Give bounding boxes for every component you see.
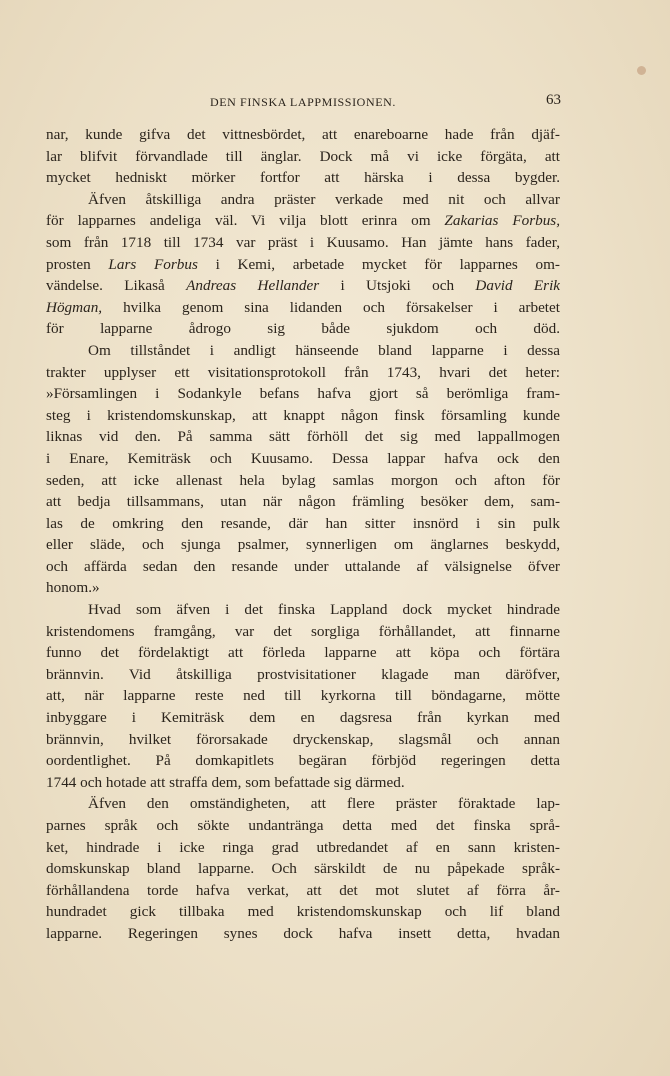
italic-name: David Erik [475,277,560,295]
text-segment: eller släde, och sjunga psalmer, synnerligen om änglarnes beskydd, [46,536,560,554]
text-segment: honom.» [46,579,100,597]
body-text [46,124,560,945]
text-line [46,167,560,189]
running-title: DEN FINSKA LAPPMISSIONEN. [209,95,397,109]
text-segment: 1744 och hotade att straffa dem, som befattade sig därmed. [46,773,405,791]
text-line [46,621,560,643]
text-segment: ket, hindrade i icke ringa grad utbredandet af en sann kristen- [46,838,560,856]
text-segment: prosten [46,255,91,273]
text-segment: mycket hedniskt mörker fortfor att härska i dessa bygder. [46,169,560,187]
text-segment: för lapparnes andeliga väl. Vi vilja blott erinra om [46,212,431,230]
text-line [46,297,560,319]
text-line [46,534,560,556]
text-segment: att bedja tillsammans, utan när någon främling besöker dem, sam- [46,493,560,511]
text-segment: seden, att icke allenast hela bylag samlas morgon och afton för [46,471,560,489]
text-line [46,577,560,599]
text-segment: domskunskap bland lapparne. Och särskildt de nu påpekade språk- [46,860,560,878]
text-segment: trakter upplyser ett visitationsprotokoll från 1743, hvari det heter: [46,363,560,381]
text-segment: nar, kunde gifva det vittnesbördet, att enareboarne hade från djäf- [46,126,560,143]
text-segment: hundradet gick tillbaka med kristendomskunskap och lif bland [46,903,560,921]
text-segment: parnes språk och sökte undantränga detta med det finska språ- [46,817,560,834]
text-segment: las de omkring den resande, där han sitter insnörd i sin pulk [46,514,560,532]
text-segment: liknas vid den. På samma sätt förhöll det sig med lappallmogen [46,428,560,446]
text-segment: inbyggare i Kemiträsk dem en dagsresa från kyrkan med [46,709,560,727]
text-segment: i Enare, Kemiträsk och Kuusamo. Dessa lappar hafva ock den [46,449,560,467]
text-line [46,772,560,794]
text-line [46,793,560,815]
text-segment: kristendomens framgång, var det sorgliga förhållandet, att finnarne [46,622,560,640]
text-line [46,470,560,492]
text-segment: för lapparne ådrogo sig både sjukdom och död. [46,320,560,338]
text-line [46,556,560,578]
text-line [46,448,560,470]
text-line [46,599,560,621]
italic-name: Lars Forbus [108,255,198,273]
text-segment: i Utsjoki och [340,277,455,295]
text-line [46,275,560,297]
text-segment: brännvin. Vid åtskilliga prostvisitationer klagade man däröfver, [46,665,560,683]
text-line [46,362,560,384]
text-segment: som från 1718 till 1734 var präst i Kuusamo. Han jämte hans fader, [46,233,560,251]
text-line [46,318,560,340]
text-segment: hvilka genom sina lidanden och försakelser i arbetet [123,298,560,316]
text-line [46,383,560,405]
text-segment: »Församlingen i Sodankyle befans hafva gjort så berömliga fram- [46,385,560,403]
text-line [46,664,560,686]
text-segment: Om tillståndet i andligt hänseende bland lapparne i dessa [88,341,560,359]
text-line [46,340,560,362]
italic-name: Zakarias Forbus, [444,212,560,230]
text-segment: funno det fördelaktigt att förleda lapparne att köpa och förtära [46,644,560,662]
text-segment: i Kemi, arbetade mycket för lapparnes om- [215,255,560,273]
text-segment: steg i kristendomskunskap, att knappt någon finsk församling kunde [46,406,560,424]
text-segment: vändelse. Likaså [46,277,165,295]
text-line [46,729,560,751]
text-line [46,426,560,448]
text-segment: lar blifvit förvandlade till änglar. Dock må vi icke förgäta, att [46,147,560,165]
text-line [46,491,560,513]
text-line [46,210,560,232]
page-header [46,92,560,112]
italic-name: Andreas Hellander [186,277,320,295]
text-line [46,405,560,427]
text-line [46,189,560,211]
text-line [46,880,560,902]
text-segment: lapparne. Regeringen synes dock hafva insett detta, hvadan [46,924,560,942]
text-line [46,707,560,729]
text-line [46,232,560,254]
text-segment: oordentlighet. På domkapitlets begäran förbjöd regeringen detta [46,752,560,770]
text-line [46,685,560,707]
text-line [46,124,560,146]
paper-stain [637,66,646,75]
text-line [46,837,560,859]
text-line [46,513,560,535]
text-segment: Hvad som äfven i det finska Lappland dock mycket hindrade [88,601,560,619]
text-line [46,923,560,945]
text-segment: Äfven den omständigheten, att flere präster föraktade lap- [88,795,560,813]
text-line [46,815,560,837]
text-segment: att, när lapparne reste ned till kyrkorna till böndagarne, mötte [46,687,560,705]
text-line [46,146,560,168]
text-segment: Äfven åtskilliga andra präster verkade med nit och allvar [88,190,560,208]
text-line [46,858,560,880]
page-number: 63 [546,92,561,108]
text-line [46,901,560,923]
text-segment: och affärda sedan den resande under uttalande af välsignelse öfver [46,557,560,575]
text-line [46,750,560,772]
text-line [46,254,560,276]
text-line [46,642,560,664]
text-segment: förhållandena torde hafva verkat, att det mot slutet af förra år- [46,881,560,899]
italic-name: Högman, [46,298,103,316]
text-segment: brännvin, hvilket förorsakade dryckenskap, slagsmål och annan [46,730,560,748]
